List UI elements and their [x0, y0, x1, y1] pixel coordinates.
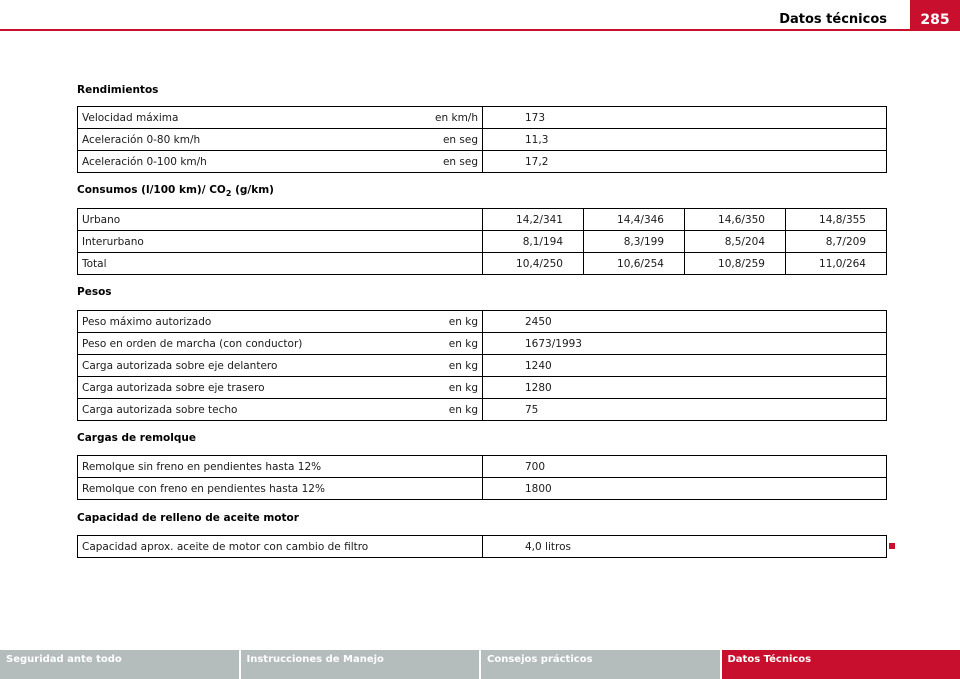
rendimientos-table [77, 106, 887, 173]
row-label: Total [78, 253, 483, 275]
footer-tab-seguridad[interactable]: Seguridad ante todo [0, 650, 239, 679]
section-title-consumos [77, 184, 274, 198]
row-value: 10,4/250 [483, 253, 584, 275]
row-value: 1673/1993 [483, 333, 887, 355]
row-unit: en kg [448, 403, 478, 416]
row-value: 8,1/194 [483, 231, 584, 253]
row-value: 700 [483, 456, 887, 478]
header-line [0, 29, 960, 31]
row-unit: en kg [448, 315, 478, 328]
table-row [78, 253, 887, 275]
row-value: 17,2 [483, 151, 887, 173]
row-unit: en kg [448, 359, 478, 372]
row-value: 75 [483, 399, 887, 421]
row-label: Aceleración 0-100 km/h [82, 155, 207, 168]
row-label: Interurbano [78, 231, 483, 253]
table-row [78, 355, 887, 377]
section-title-remolque: Cargas de remolque [77, 432, 196, 444]
aceite-table [77, 535, 887, 558]
table-row [78, 311, 887, 333]
row-label: Carga autorizada sobre eje trasero [82, 381, 265, 394]
end-of-section-marker [889, 543, 895, 549]
row-value: 4,0 litros [483, 536, 887, 558]
row-value: 14,6/350 [685, 209, 786, 231]
remolque-table [77, 455, 887, 500]
row-label: Peso en orden de marcha (con conductor) [82, 337, 303, 350]
row-value: 14,2/341 [483, 209, 584, 231]
row-value: 1800 [483, 478, 887, 500]
row-value: 1280 [483, 377, 887, 399]
footer-nav [0, 650, 960, 679]
row-label: Aceleración 0-80 km/h [82, 133, 201, 146]
section-title-rendimientos: Rendimientos [77, 84, 159, 96]
row-value: 8,7/209 [786, 231, 887, 253]
page-title: Datos técnicos [779, 12, 887, 27]
table-row [78, 151, 887, 173]
row-value: 11,3 [483, 129, 887, 151]
row-value: 173 [483, 107, 887, 129]
row-value: 2450 [483, 311, 887, 333]
row-label: Urbano [78, 209, 483, 231]
title-text: (g/km) [231, 184, 274, 196]
table-row [78, 209, 887, 231]
pesos-table [77, 310, 887, 421]
page-number: 285 [910, 0, 960, 31]
table-row [78, 377, 887, 399]
footer-tab-instrucciones[interactable]: Instrucciones de Manejo [241, 650, 480, 679]
table-row [78, 536, 887, 558]
row-value: 8,5/204 [685, 231, 786, 253]
row-unit: en seg [442, 155, 478, 168]
row-unit: en km/h [435, 111, 478, 124]
footer-tab-consejos[interactable]: Consejos prácticos [481, 650, 720, 679]
table-row [78, 107, 887, 129]
row-unit: en seg [442, 133, 478, 146]
table-row [78, 333, 887, 355]
footer-tab-datos-tecnicos[interactable]: Datos Técnicos [722, 650, 960, 679]
row-value: 10,6/254 [584, 253, 685, 275]
section-title-pesos: Pesos [77, 286, 112, 298]
row-label: Remolque con freno en pendientes hasta 12% [78, 478, 483, 500]
row-label: Remolque sin freno en pendientes hasta 12% [78, 456, 483, 478]
row-value: 11,0/264 [786, 253, 887, 275]
table-row [78, 129, 887, 151]
table-row [78, 231, 887, 253]
title-text: Consumos (l/100 km)/ CO [77, 184, 226, 196]
row-value: 1240 [483, 355, 887, 377]
row-label: Capacidad aprox. aceite de motor con cambio de filtro [78, 536, 483, 558]
row-value: 14,8/355 [786, 209, 887, 231]
row-label: Peso máximo autorizado [82, 315, 212, 328]
table-row [78, 478, 887, 500]
consumos-table [77, 208, 887, 275]
row-label: Carga autorizada sobre eje delantero [82, 359, 278, 372]
row-value: 10,8/259 [685, 253, 786, 275]
row-label: Carga autorizada sobre techo [82, 403, 238, 416]
row-unit: en kg [448, 337, 478, 350]
section-title-aceite: Capacidad de relleno de aceite motor [77, 512, 299, 524]
title-subscript: 2 [225, 189, 232, 199]
table-row [78, 456, 887, 478]
row-label: Velocidad máxima [82, 111, 179, 124]
row-value: 14,4/346 [584, 209, 685, 231]
row-unit: en kg [448, 381, 478, 394]
row-value: 8,3/199 [584, 231, 685, 253]
table-row [78, 399, 887, 421]
